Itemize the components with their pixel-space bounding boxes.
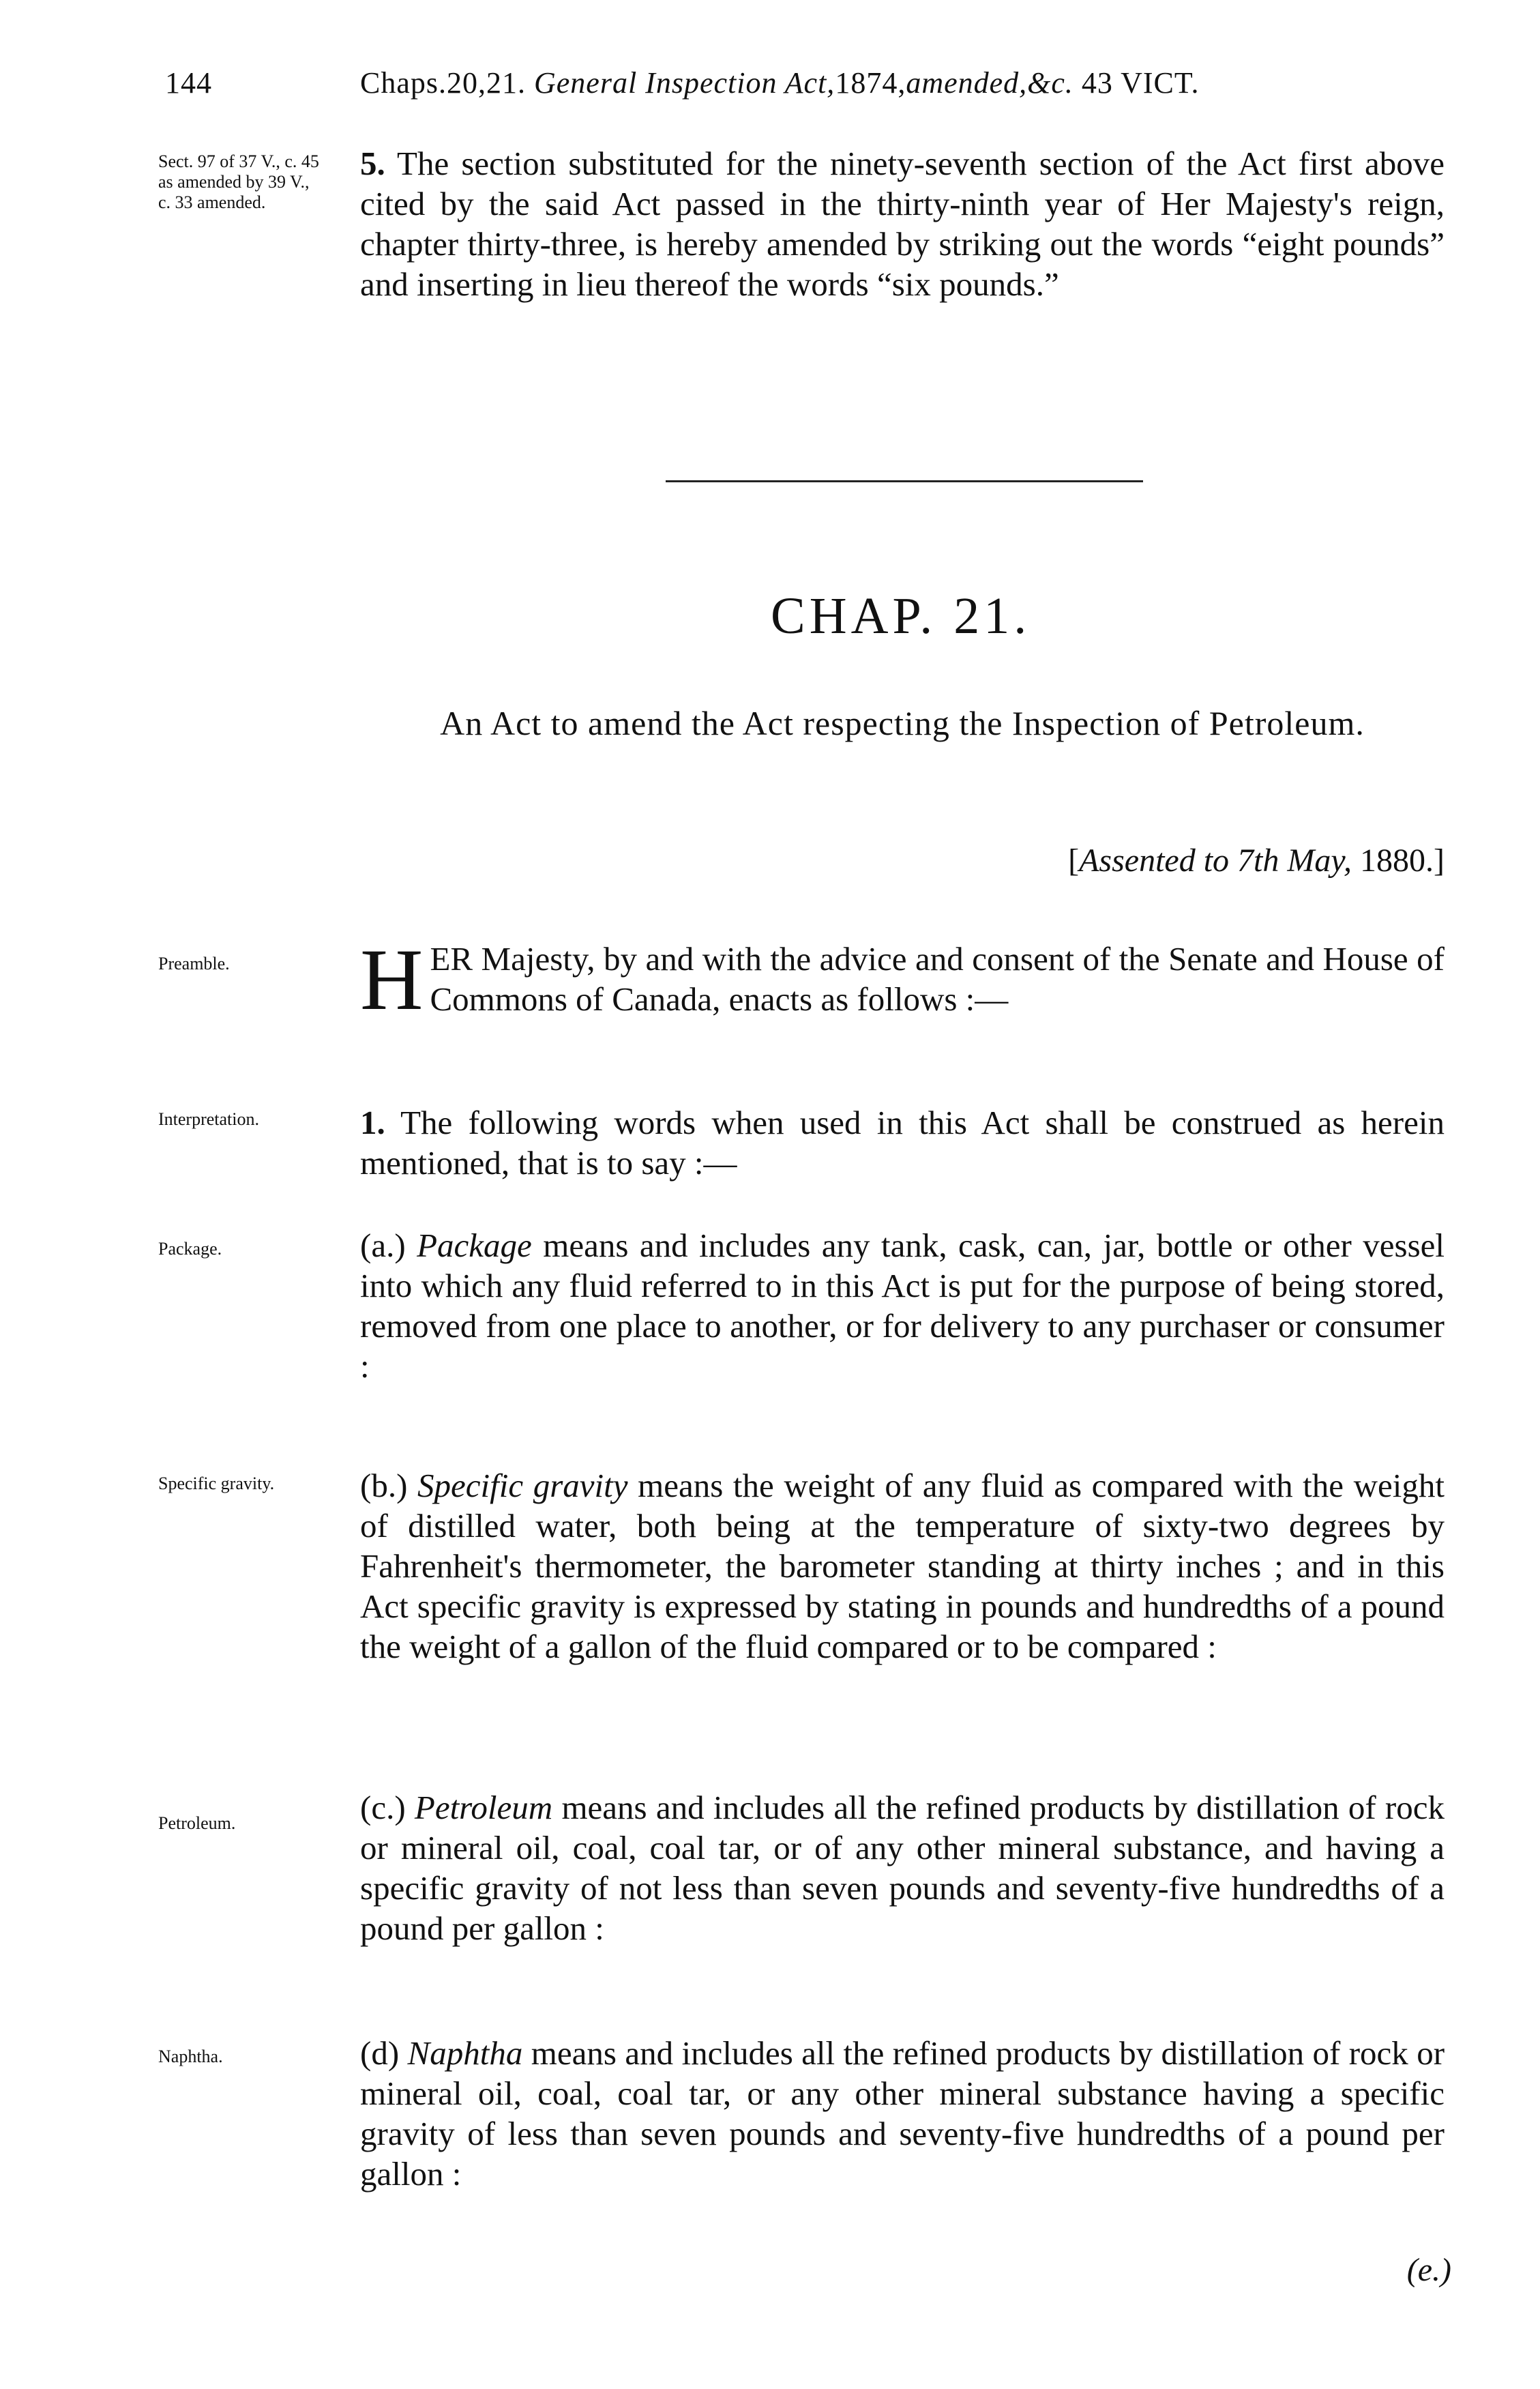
definition-label: (c.) [360,1789,406,1826]
definition-text: means the weight of any fluid as compared with the weight of distilled water, both being at the temperature of sixty-two degrees by Fahrenheit's thermometer, the barometer standing at thirty inches ; and in this Act specific gravity is expressed by stating in pounds and hundredths of a pound the weight of a gallon of the fluid compared or to be compared : [360,1467,1445,1665]
running-head-year: 1874, [835,66,906,100]
section-1-paragraph [360,1102,1445,1183]
sidenote-package: Package. [158,1239,222,1259]
section-5-number: 5. [360,145,385,182]
preamble-paragraph [360,931,1445,1028]
definition-term: Specific gravity [417,1467,628,1504]
section-1-number: 1. [360,1104,385,1141]
assent-year: 1880.] [1360,842,1445,879]
section-5-text: The section substituted for the ninety-seventh section of the Act first above cited by the said Act passed in the thirty-ninth year of Her Majesty's reign, chapter thirty-three, is hereby amended by striking out the words “eight pounds” and inserting in lieu thereof the words “six pounds.” [360,145,1445,303]
sidenote-sect-97: Sect. 97 of 37 V., c. 45 as amended by 39 V., c. 33 amended. [158,151,319,212]
chapter-heading: CHAP. 21. [771,587,1031,645]
preamble-text: ER Majesty, by and with the advice and consent of the Senate and House of Commons of Canada, enacts as follows :— [430,940,1445,1018]
definition-label: (d) [360,2034,400,2072]
sidenote-petroleum: Petroleum. [158,1813,236,1833]
definition-specific-gravity [360,1465,1445,1667]
sidenote-preamble: Preamble. [158,954,230,973]
sidenote-interpretation: Interpretation. [158,1109,259,1129]
definition-label: (b.) [360,1467,408,1504]
catchword: (e.) [1406,2252,1451,2288]
sidenote-naphtha: Naphtha. [158,2047,223,2066]
definition-label: (a.) [360,1227,406,1264]
section-5-paragraph [360,143,1445,304]
definition-text: means and includes any tank, cask, can, jar, bottle or other vessel into which any fluid referred to in this Act is put for the purpose of being stored, removed from one place to another, or for delivery to any purchaser or consumer : [360,1227,1445,1385]
definition-term: Package [417,1227,532,1264]
definition-term: Naphtha [407,2034,523,2072]
section-1-text: The following words when used in this Act shall be construed as herein mentioned, that is to say :— [360,1104,1445,1182]
section-divider-rule [666,480,1143,482]
running-head-amended: amended,&c. [906,66,1073,100]
definition-term: Petroleum [414,1789,553,1826]
definition-naphtha [360,2033,1445,2194]
chapter-title: An Act to amend the Act respecting the Inspection of Petroleum. [440,704,1365,742]
running-head-chaps: Chaps.20,21. [360,66,526,100]
running-head [360,65,1200,100]
definition-petroleum [360,1787,1445,1948]
assent-bracket: [ [1068,842,1080,879]
preamble-dropcap: H [360,931,424,1028]
running-head-regnal-year: 43 VICT. [1081,66,1200,100]
assent-text: Assented to 7th May, [1079,842,1352,879]
sidenote-specific-gravity: Specific gravity. [158,1474,275,1493]
definition-text: means and includes all the refined products by distillation of rock or mineral oil, coal, coal tar, or any other mineral substance having a specific gravity of less than seven pounds and seventy-five hundredths of a pound per gallon : [360,2034,1445,2193]
definition-text: means and includes all the refined products by distillation of rock or mineral oil, coal, coal tar, or of any other mineral substance, and having a specific gravity of not less than seven pounds and seventy-five hundredths of a pound per gallon : [360,1789,1445,1947]
definition-package [360,1225,1445,1386]
running-head-act-title: General Inspection Act, [534,66,835,100]
page-number: 144 [165,66,212,100]
assent-date [1068,842,1445,879]
